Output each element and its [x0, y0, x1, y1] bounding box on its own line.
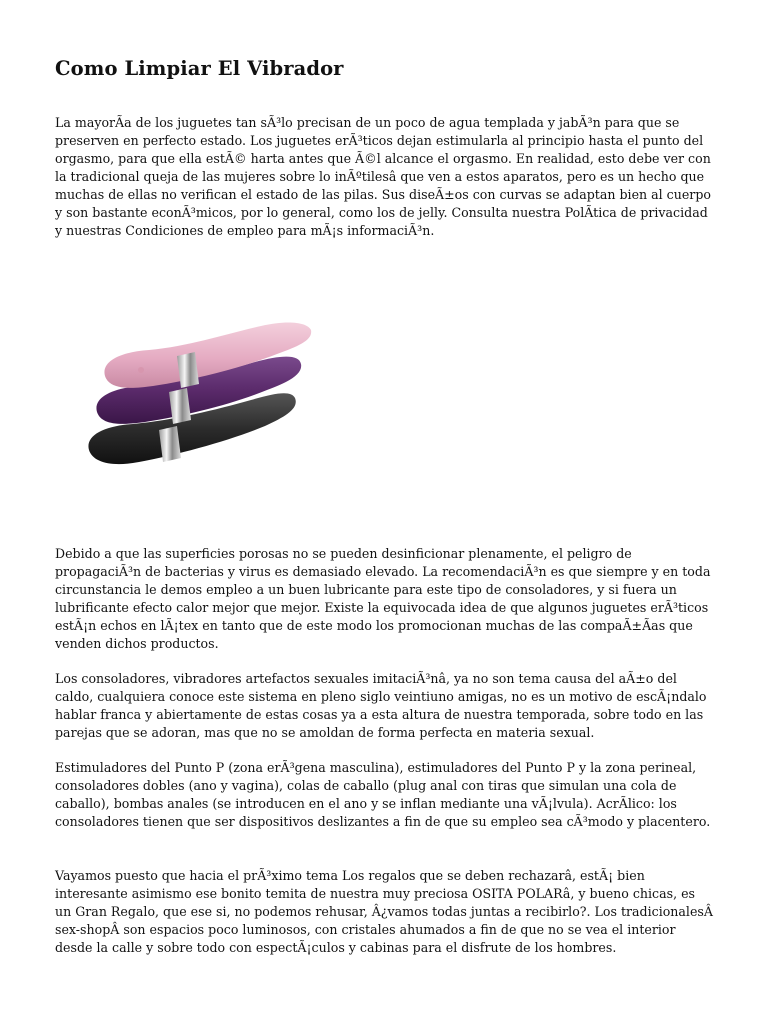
paragraph-4: Estimuladores del Punto P (zona erÃ³gena masculina), estimuladores del Punto P y la zona perineal, consoladores dobles (ano y vagina), colas de caballo (plug anal con tiras que simulan una cola de caballo), bombas anales (se introducen en el ano y se inflan mediante una vÃ¡lvula). AcrÃlico: los consoladores tienen que ser dispositivos deslizantes a fin de que su empleo sea cÃ³modo y placentero.	[55, 760, 711, 829]
paragraph-3: Los consoladores, vibradores artefactos sexuales imitaciÃ³nâ, ya no son tema causa del aÃ±o del caldo, cualquiera conoce este sistema en pleno siglo veintiuno amigas, no es un motivo de escÃ¡ndalo hablar franca y abiertamente de estas cosas ya a esta altura de nuestra temporada, sobre todo en las parejas que se adoran, mas que no se amoldan de forma perfecta en materia sexual.	[55, 671, 707, 740]
page-title: Como Limpiar El Vibrador	[55, 57, 344, 80]
paragraph-2: Debido a que las superficies porosas no se pueden desinficionar plenamente, el peligro de propagaciÃ³n de bacterias y virus es demasiado elevado. La recomendaciÃ³n es que siempre y en toda circunstancia le demos empleo a un buen lubricante para este tipo de consoladores, y si fuera un lubrificante efecto calor mejor que mejor. Existe la equivocada idea de que algunos juguetes erÃ³ticos estÃ¡n echos en lÃ¡tex en tanto que de este modo los promocionan muchas de las compaÃ±Ãas que venden dichos productos.	[55, 546, 711, 651]
vibrators-illustration	[55, 258, 345, 530]
paragraph-5: Vayamos puesto que hacia el prÃ³ximo tema Los regalos que se deben rechazarâ, estÃ¡ bien interesante asimismo ese bonito temita de nuestra muy preciosa OSITA POLARâ, y bueno chicas, es un Gran Regalo, que ese si, no podemos rehusar, Â¿vamos todas juntas a recibirlo?. Los tradicionalesÂ sex-shopÂ son espacios poco luminosos, con cristales ahumados a fin de que no se vea el interior desde la calle y sobre todo con espectÃ¡culos y cabinas para el disfrute de los hombres.	[55, 868, 713, 955]
paragraph-1: La mayorÃa de los juguetes tan sÃ³lo precisan de un poco de agua templada y jabÃ³n para que se preserven en perfecto estado. Los juguetes erÃ³ticos dejan estimularla al principio hasta el punto del orgasmo, para que ella estÃ© harta antes que Ã©l alcance el orgasmo. En realidad, esto debe ver con la tradicional queja de las mujeres sobre lo inÃºtilesâ que ven a estos aparatos, pero es un hecho que muchas de ellas no verifican el estado de las pilas. Sus diseÃ±os con curvas se adaptan bien al cuerpo y son bastante econÃ³micos, por lo general, como los de jelly. Consulta nuestra PolÃtica de privacidad y nuestras Condiciones de empleo para mÃ¡s informaciÃ³n.	[55, 115, 711, 238]
product-image	[55, 258, 345, 530]
document-page	[55, 56, 715, 955]
